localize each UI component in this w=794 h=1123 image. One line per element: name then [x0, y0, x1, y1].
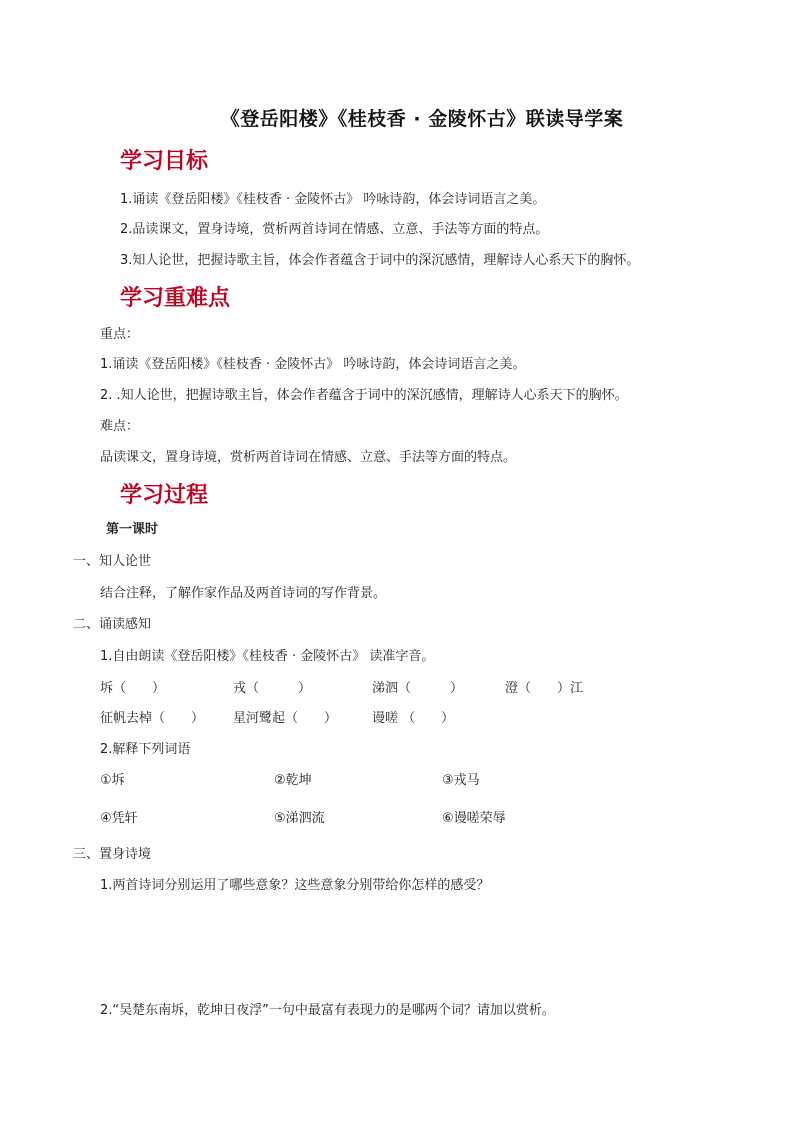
pinyin-blank[interactable]: 征帆去棹（ ） [100, 711, 205, 726]
part2-question-2: 2.解释下列词语 [100, 742, 191, 757]
difficult-label: 难点： [100, 419, 140, 434]
vocab-item: ⑤涕泗流 [274, 811, 325, 826]
pinyin-blank[interactable]: 坼（ ） [100, 681, 166, 696]
part2-label: 二、诵读感知 [73, 617, 152, 632]
part2-question-1: 1.自由朗读《登岳阳楼》《桂枝香 · 金陵怀古》 读准字音。 [100, 649, 435, 664]
key-item-2: 2. .知人论世，把握诗歌主旨，体会作者蕴含于词中的深沉感情，理解诗人心系天下的胸怀。 [100, 388, 628, 403]
vocab-item: ⑥谩嗟荣辱 [442, 811, 506, 826]
key-points-heading: 学习重难点 [120, 285, 231, 311]
pinyin-blank[interactable]: 谩嗟 （ ） [372, 711, 455, 726]
difficult-item: 品读课文，置身诗境，赏析两首诗词在情感、立意、手法等方面的特点。 [100, 450, 517, 465]
objective-item-3: 3.知人论世，把握诗歌主旨，体会作者蕴含于词中的深沉感情，理解诗人心系天下的胸怀。 [120, 253, 640, 268]
process-heading: 学习过程 [120, 482, 209, 508]
part3-question-1: 1.两首诗词分别运用了哪些意象？这些意象分别带给你怎样的感受？ [100, 878, 490, 893]
pinyin-row-2 [0, 707, 794, 727]
objective-item-1: 1.诵读《登岳阳楼》《桂枝香 · 金陵怀古》 吟咏诗韵，体会诗词语言之美。 [120, 192, 546, 207]
document-title: 《登岳阳楼》《桂枝香 · 金陵怀古》联读导学案 [220, 108, 624, 130]
vocab-row-2 [0, 807, 794, 827]
vocab-item: ①坼 [100, 773, 125, 788]
pinyin-row-1 [0, 677, 794, 697]
objective-item-2: 2.品读课文，置身诗境，赏析两首诗词在情感、立意、手法等方面的特点。 [120, 222, 549, 237]
part3-label: 三、置身诗境 [73, 847, 152, 862]
pinyin-blank[interactable]: 涕泗（ ） [372, 681, 464, 696]
part3-question-2: 2.“吴楚东南坼，乾坤日夜浮”一句中最富有表现力的是哪两个词？请加以赏析。 [100, 1003, 555, 1018]
key-item-1: 1.诵读《登岳阳楼》《桂枝香 · 金陵怀古》 吟咏诗韵，体会诗词语言之美。 [100, 357, 526, 372]
part1-label: 一、知人论世 [73, 554, 152, 569]
vocab-item: ②乾坤 [274, 773, 312, 788]
pinyin-blank[interactable]: 戎（ ） [233, 681, 312, 696]
part1-text: 结合注释，了解作家作品及两首诗词的写作背景。 [100, 586, 387, 601]
key-label: 重点： [100, 327, 140, 342]
pinyin-blank[interactable]: 澄（ ）江 [505, 681, 584, 696]
objectives-heading: 学习目标 [120, 148, 209, 174]
pinyin-blank[interactable]: 星河鹭起（ ） [233, 711, 338, 726]
vocab-row-1 [0, 769, 794, 789]
lesson-label: 第一课时 [106, 522, 159, 537]
vocab-item: ③戎马 [442, 773, 480, 788]
vocab-item: ④凭轩 [100, 811, 138, 826]
